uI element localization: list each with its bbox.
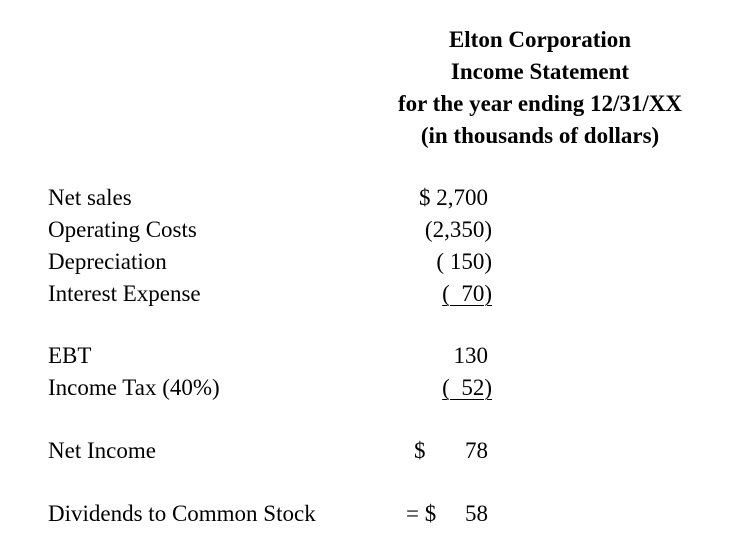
net-income-label: Net Income (48, 438, 156, 463)
statement-units: (in thousands of dollars) (420, 123, 660, 148)
income-tax-value: ( 52) (442, 375, 492, 400)
net-sales-value: $ 2,700 (419, 185, 488, 210)
net-income-value: 78 (465, 438, 488, 463)
interest-expense-label: Interest Expense (48, 281, 201, 306)
dividends-label: Dividends to Common Stock (48, 501, 316, 526)
statement-title: Income Statement (450, 59, 630, 84)
ebt-label: EBT (48, 343, 92, 368)
operating-costs-label: Operating Costs (48, 217, 197, 242)
net-income-currency: $ (414, 438, 426, 463)
income-tax-label: Income Tax (40%) (48, 375, 220, 400)
dividends-currency: = $ (406, 501, 437, 526)
statement-header (360, 24, 720, 152)
company-name: Elton Corporation (448, 27, 632, 52)
statement-period: for the year ending 12/31/XX (397, 91, 683, 116)
ebt-value: 130 (453, 343, 488, 368)
interest-expense-value: ( 70) (442, 281, 492, 306)
depreciation-value: ( 150) (436, 249, 492, 274)
dividends-value: 58 (465, 501, 488, 526)
depreciation-label: Depreciation (48, 249, 167, 274)
net-sales-label: Net sales (48, 185, 132, 210)
operating-costs-value: (2,350) (424, 217, 492, 242)
